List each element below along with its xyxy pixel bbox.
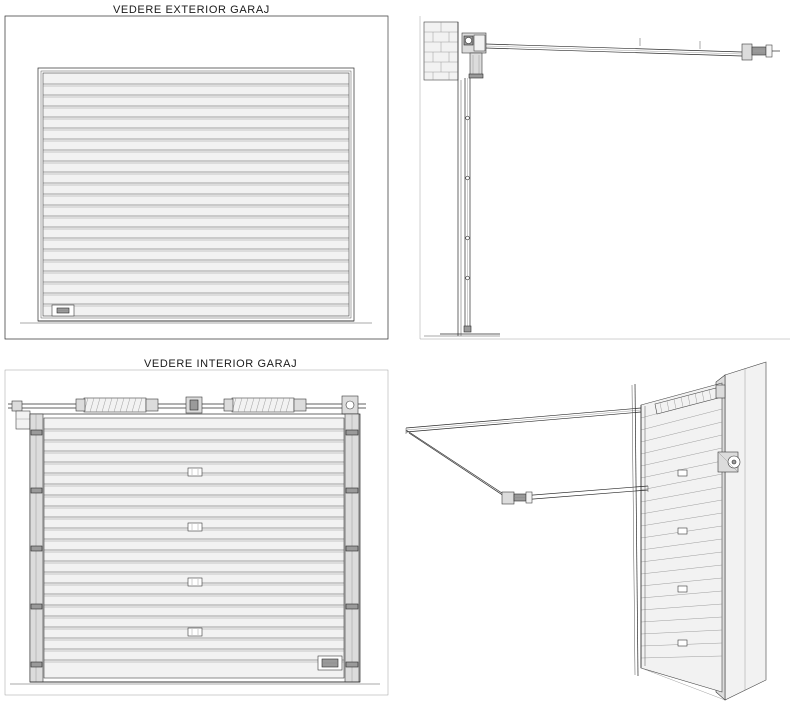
track-arm-isometric — [406, 408, 648, 504]
side-track-right — [345, 414, 359, 682]
torsion-spring-right — [224, 398, 306, 412]
roller-bracket-isometric — [718, 452, 740, 472]
drive-unit — [462, 33, 486, 78]
view-exterior-front — [5, 16, 388, 339]
view-isometric-open — [406, 362, 766, 700]
handle-plate-exterior — [52, 305, 74, 316]
hinge-row — [188, 523, 202, 531]
hinge-row — [188, 468, 202, 476]
masonry-wall-hatch — [424, 22, 458, 80]
panel-label-exterior: VEDERE EXTERIOR GARAJ — [113, 4, 270, 16]
hinge-row — [188, 578, 202, 586]
panel-label-interior: VEDERE INTERIOR GARAJ — [144, 358, 298, 370]
door-slats-exterior — [43, 84, 349, 304]
view-interior-front — [5, 370, 388, 695]
hinge-row — [188, 628, 202, 636]
center-bracket — [186, 397, 202, 413]
lock-assembly — [318, 656, 342, 670]
torsion-spring-left — [76, 398, 158, 412]
side-track-left — [30, 414, 43, 682]
view-side-section — [420, 16, 790, 339]
wall-jamb — [716, 362, 766, 700]
vertical-track — [464, 78, 471, 332]
horizontal-track — [486, 38, 742, 56]
door-leaf-isometric — [641, 383, 722, 692]
end-bracket — [742, 44, 780, 60]
